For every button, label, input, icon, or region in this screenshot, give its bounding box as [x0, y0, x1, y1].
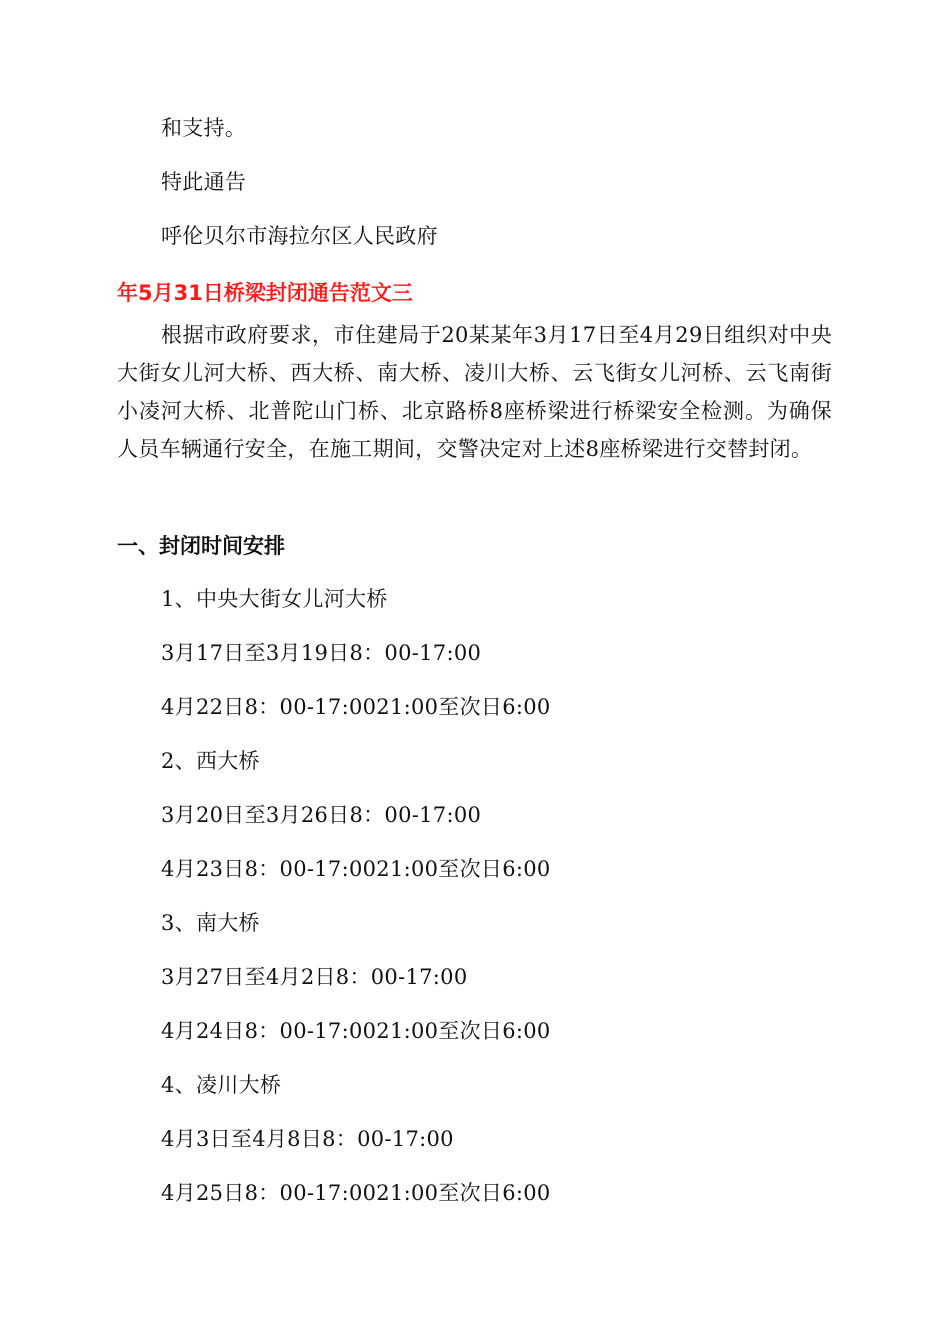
schedule-period: 4月23日8：00-17:0021:00至次日6:00	[161, 857, 551, 881]
schedule-bridge: 2、西大桥	[161, 749, 260, 773]
section-title: 年5月31日桥梁封闭通告范文三	[117, 281, 413, 305]
closing-continuation: 和支持。	[161, 116, 247, 140]
issuer: 呼伦贝尔市海拉尔区人民政府	[161, 224, 438, 248]
schedule-period: 4月24日8：00-17:0021:00至次日6:00	[161, 1019, 551, 1043]
schedule-period: 4月3日至4月8日8：00-17:00	[161, 1127, 454, 1151]
schedule-period: 3月27日至4月2日8：00-17:00	[161, 965, 468, 989]
schedule-bridge: 4、凌川大桥	[161, 1073, 282, 1097]
schedule-bridge: 1、中央大街女儿河大桥	[161, 587, 388, 611]
schedule-period: 4月25日8：00-17:0021:00至次日6:00	[161, 1181, 551, 1205]
schedule-period: 3月17日至3月19日8：00-17:00	[161, 641, 482, 665]
schedule-period: 3月20日至3月26日8：00-17:00	[161, 803, 482, 827]
schedule-bridge: 3、南大桥	[161, 911, 260, 935]
notice-end: 特此通告	[161, 170, 247, 194]
schedule-period: 4月22日8：00-17:0021:00至次日6:00	[161, 695, 551, 719]
schedule-heading: 一、封闭时间安排	[117, 534, 285, 558]
intro-paragraph: 根据市政府要求，市住建局于20某某年3月17日至4月29日组织对中央大街女儿河大桥、西大桥、南大桥、凌川大桥、云飞街女儿河桥、云飞南街小凌河大桥、北普陀山门桥、北京路桥8座桥梁进行桥梁安全检测。为确保人员车辆通行安全，在施工期间，交警决定对上述8座桥梁进行交替封闭。	[117, 323, 832, 461]
